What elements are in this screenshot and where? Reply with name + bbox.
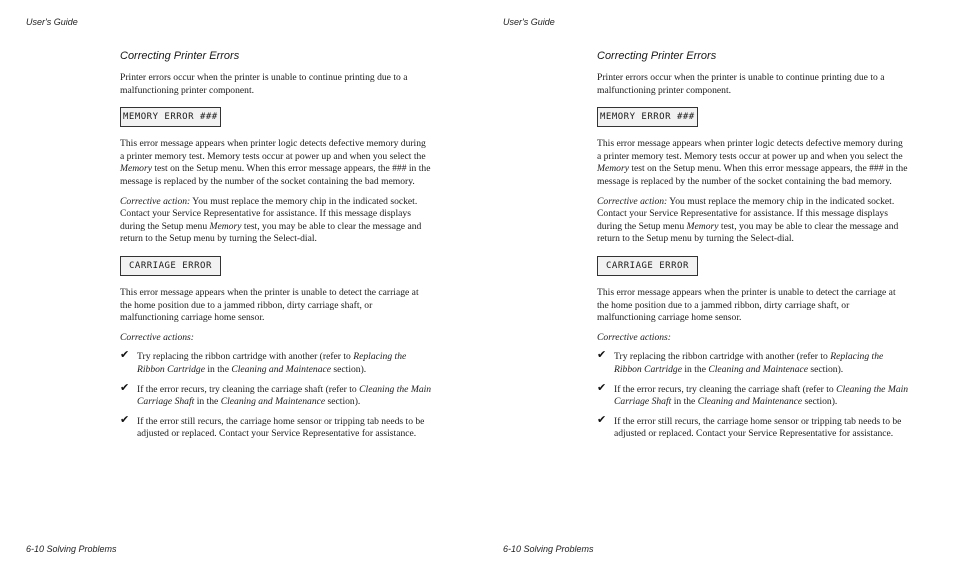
running-footer: 6-10 Solving Problems [503, 544, 594, 554]
corrective-actions-label: Corrective actions: [597, 331, 671, 343]
carriage-error-message: CARRIAGE ERROR [597, 256, 698, 276]
carriage-error-description: This error message appears when the printer is unable to detect the carriage at the home position due to a jammed ribbon, dirty carriage shaft, or malfunctioning carriage home sensor. [120, 286, 419, 324]
memory-error-message: MEMORY ERROR ### [597, 107, 698, 127]
memory-error-description: This error message appears when printer logic detects defective memory during a printer memory test. Memory tests occur at power up and when you select the Memory test on the Setup menu. When this error message appears, the ### in the message is replaced by the number of the socket containing the bad memory. [597, 138, 908, 187]
list-item: ✔ If the error recurs, try cleaning the carriage shaft (refer to Cleaning the Main Carriage Shaft in the Cleaning and Maintenance section). [597, 380, 909, 408]
list-item: ✔ If the error recurs, try cleaning the carriage shaft (refer to Cleaning the Main Carriage Shaft in the Cleaning and Maintenance section). [120, 380, 432, 408]
section-title: Correcting Printer Errors [597, 50, 717, 62]
list-item: ✔ Try replacing the ribbon cartridge with another (refer to Replacing the Ribbon Cartridge in the Cleaning and Maintenace section). [120, 348, 407, 375]
running-footer: 6-10 Solving Problems [26, 544, 117, 554]
running-header: User's Guide [26, 17, 78, 27]
corrective-actions-list [120, 348, 432, 441]
memory-corrective-action: Corrective action: You must replace the memory chip in the indicated socket. Contact your Service Representative for assistance. If this message displays during the Setup menu Memory test, you may be able to clear the message and return to the Setup menu by turning the Select-dial. [597, 195, 899, 245]
memory-error-message: MEMORY ERROR ### [120, 107, 221, 127]
carriage-error-description: This error message appears when the printer is unable to detect the carriage at the home position due to a jammed ribbon, dirty carriage shaft, or malfunctioning carriage home sensor. [597, 286, 896, 324]
checkmark-icon: ✔ [597, 380, 607, 394]
memory-error-description: This error message appears when printer logic detects defective memory during a printer memory test. Memory tests occur at power up and when you select the Memory test on the Setup menu. When this error message appears, the ### in the message is replaced by the number of the socket containing the bad memory. [120, 138, 431, 187]
corrective-actions-list [597, 348, 909, 441]
checkmark-icon: ✔ [597, 348, 607, 362]
page-content [120, 50, 432, 448]
checkmark-icon: ✔ [120, 412, 130, 426]
intro-paragraph: Printer errors occur when the printer is unable to continue printing due to a malfunctioning printer component. [120, 72, 408, 96]
intro-paragraph: Printer errors occur when the printer is unable to continue printing due to a malfunctioning printer component. [597, 72, 885, 96]
corrective-actions-label: Corrective actions: [120, 331, 194, 343]
section-title: Correcting Printer Errors [120, 50, 240, 62]
right-page [477, 0, 954, 580]
list-item: ✔ If the error still recurs, the carriage home sensor or tripping tab needs to be adjusted or replaced. Contact your Service Representative for assistance. [120, 412, 425, 440]
checkmark-icon: ✔ [597, 412, 607, 426]
memory-corrective-action: Corrective action: You must replace the memory chip in the indicated socket. Contact your Service Representative for assistance. If this message displays during the Setup menu Memory test, you may be able to clear the message and return to the Setup menu by turning the Select-dial. [120, 195, 422, 245]
list-item: ✔ If the error still recurs, the carriage home sensor or tripping tab needs to be adjusted or replaced. Contact your Service Representative for assistance. [597, 412, 902, 440]
checkmark-icon: ✔ [120, 380, 130, 394]
carriage-error-message: CARRIAGE ERROR [120, 256, 221, 276]
running-header: User's Guide [503, 17, 555, 27]
list-item: ✔ Try replacing the ribbon cartridge with another (refer to Replacing the Ribbon Cartridge in the Cleaning and Maintenace section). [597, 348, 884, 375]
checkmark-icon: ✔ [120, 348, 130, 362]
page-content [597, 50, 909, 448]
